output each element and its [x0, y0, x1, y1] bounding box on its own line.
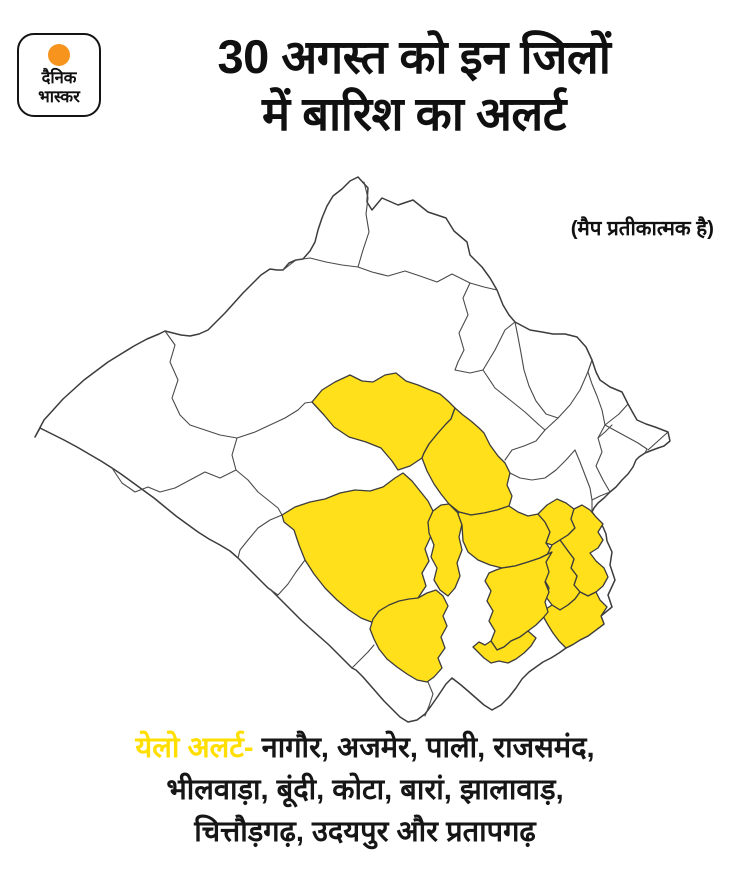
- alert-line1: [0, 727, 730, 769]
- logo-line1: दैनिक: [41, 69, 77, 87]
- alert-line3: चित्तौड़गढ़, उदयपुर और प्रतापगढ़: [194, 816, 536, 848]
- headline-line2: में बारिश का अलर्ट: [262, 87, 566, 140]
- alert-line2: भीलवाड़ा, बूंदी, कोटा, बारां, झालावाड़,: [166, 774, 564, 806]
- yellow-alert-label: येलो अलर्ट-: [135, 732, 254, 764]
- map-disclaimer: (मैप प्रतीकात्मक है): [570, 217, 714, 240]
- headline-line1: 30 अगस्त को इन जिलों: [217, 30, 611, 83]
- logo-line2: भास्कर: [38, 87, 80, 106]
- alert-districts-text: [0, 727, 730, 853]
- alert-line1-rest: नागौर, अजमेर, पाली, राजसमंद,: [253, 732, 595, 764]
